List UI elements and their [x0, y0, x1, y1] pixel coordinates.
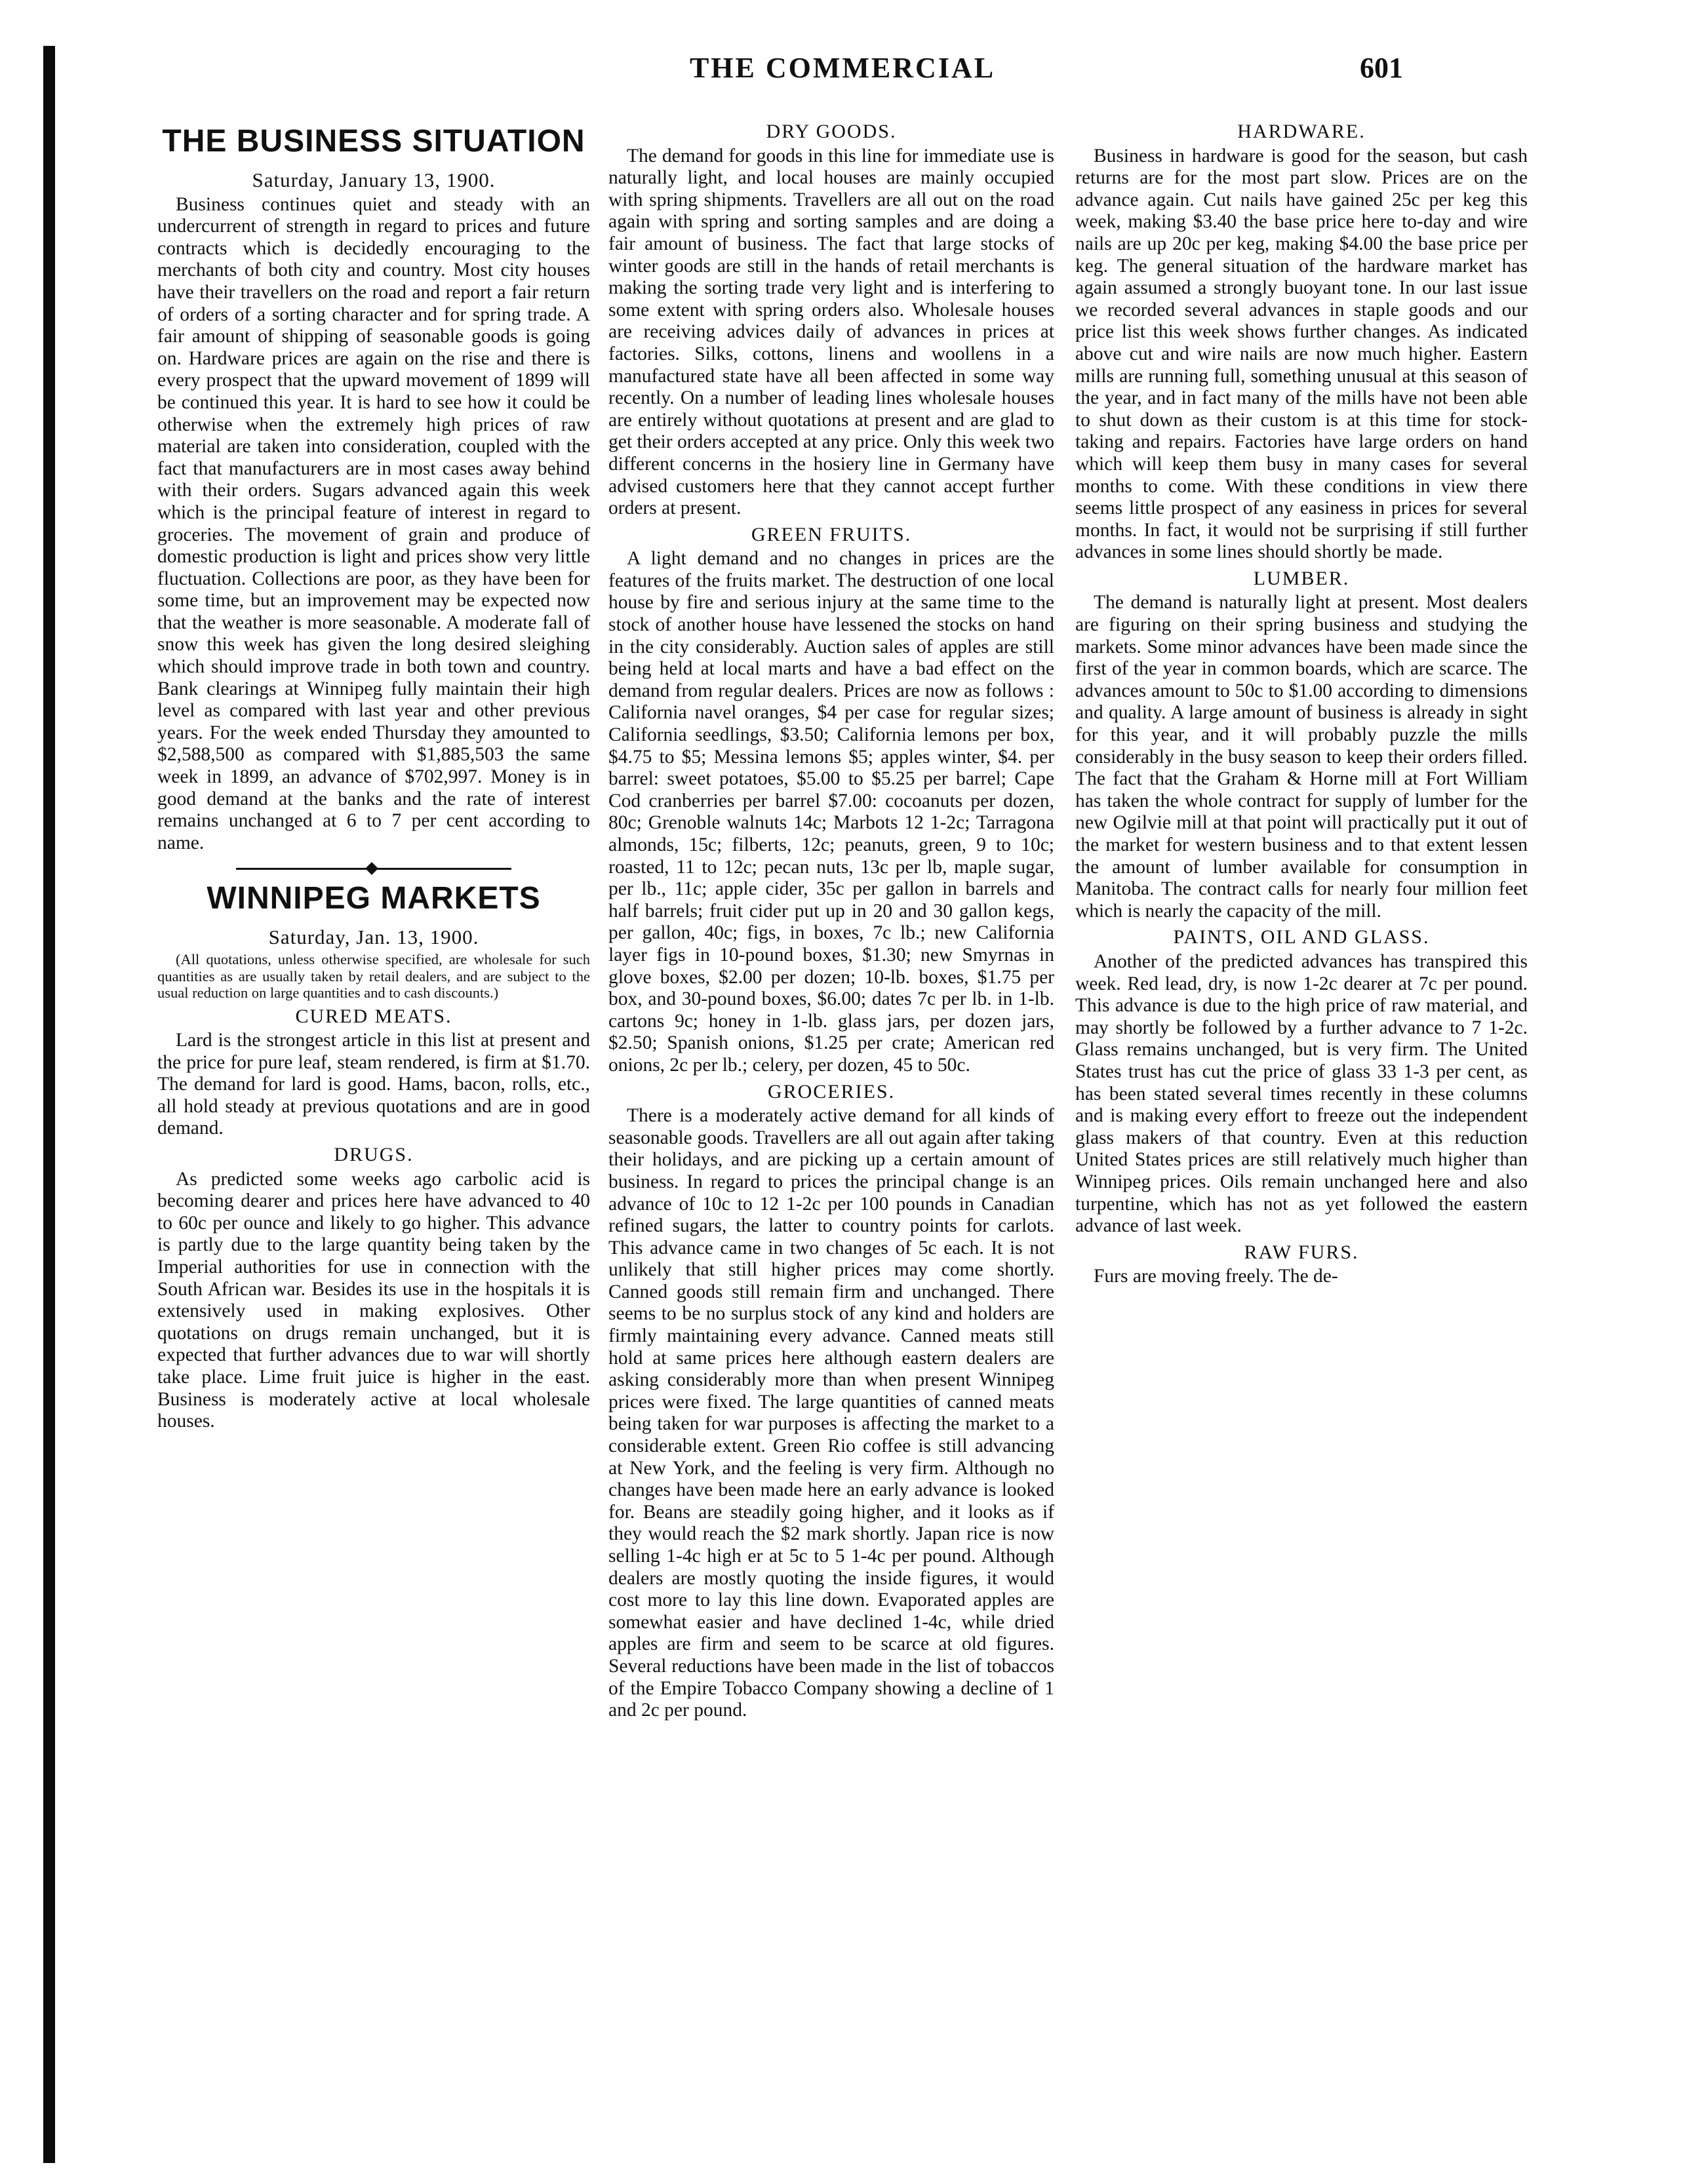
dry-goods-body: The demand for goods in this line for immediate use is naturally light, and local houses are mainly occupied with spring shipments. Travellers are all out on the road again with spring and sorting samples and are doing a fair amount of business. The fact that large stocks of winter goods are still in the hands of retail merchants is making the sorting trade very light and is interfering to some extent with spring orders also. Wholesale houses are receiving advices daily of advances in prices at factories. Silks, cottons, linens and woollens in a manufactured state have all been affected in some way recently. On a number of leading lines wholesale houses are entirely without quotations at present and are glad to get their orders accepted at any price. Only this week two different concerns in the hosiery line in Germany have advised customers here that they cannot accept further orders at present.: [608, 145, 1054, 519]
cured-meats-body: Lard is the strongest article in this list at present and the price for pure leaf, steam rendered, is firm at $1.70. The demand for lard is good. Hams, bacon, rolls, etc., all hold steady at previous quotations and are in good demand.: [157, 1030, 590, 1139]
lumber-body: The demand is naturally light at present. Most dealers are figuring on their spring business and studying the markets. Some minor advances have been made since the first of the year in common boards, which are scarce. The advances amount to 50c to $1.00 according to dimensions and quality. A large amount of business is already in sight for this year, and it will probably puzzle the mills considerably in the busy season to keep their orders filled. The fact that the Graham & Horne mill at Fort William has taken the whole contract for supply of lumber for the new Ogilvie mill at that point will practically put it out of the market for western business and to that extent lessen the amount of lumber available for consumption in Manitoba. The contract calls for nearly four million feet which is nearly the capacity of the mill.: [1075, 592, 1528, 922]
hardware-body: Business in hardware is good for the season, but cash returns are for the most part slow. Prices are on the advance again. Cut nails have gained 25c per keg this week, making $3.40 the base price here to-day and wire nails are up 20c per keg, making $4.00 the base price per keg. The general situation of the hardware market has again assumed a strongly buoyant tone. In our last issue we recorded several advances in staple goods and our price list this week shows further changes. As indicated above cut and wire nails are now much higher. Eastern mills are running full, something unusual at this season of the year, and in fact many of the mills have not been able to shut down as their custom is at this time for stock-taking and repairs. Factories have large orders on hand which will keep them busy in many cases for several months to come. With these conditions in view there seems little prospect of any easiness in prices for several months. In fact, it would not be surprising if still further advances in some lines should shortly be made.: [1075, 145, 1528, 563]
business-body: Business continues quiet and steady with an undercurrent of strength in regard to prices and future contracts which is decidedly encouraging to the merchants of both city and country. Most city houses have their travellers on the road and report a fair return of orders of a sorting character and for spring trade. A fair amount of shipping of seasonable goods is going on. Hardware prices are again on the rise and there is every prospect that the upward movement of 1899 will be continued this year. It is hard to see how it could be otherwise when the extremely high prices of raw material are taken into consideration, coupled with the fact that manufacturers are in most cases away behind with their orders. Sugars advanced again this week which is the principal feature of interest in regard to groceries. The movement of grain and produce of domestic production is light and prices show very little fluctuation. Collections are poor, as they have been for some time, but an improvement may be expected now that the weather is more seasonable. A moderate fall of snow this week has given the long desired sleighing which should improve trade in both town and country. Bank clearings at Winnipeg fully maintain their high level as compared with last year and other previous years. For the week ended Thursday they amounted to $2,588,500 as compared with $1,885,503 the same week in 1899, an advance of $702,997. Money is in good demand at the banks and the rate of interest remains unchanged at 6 to 7 per cent according to name.: [157, 193, 590, 853]
green-fruits-heading: GREEN FRUITS.: [751, 523, 912, 545]
business-dateline: Saturday, January 13, 1900.: [252, 168, 496, 191]
groceries-heading: GROCERIES.: [767, 1080, 896, 1102]
column-2: [608, 117, 1054, 2155]
hardware-heading: HARDWARE.: [1237, 121, 1366, 142]
winnipeg-markets-heading: WINNIPEG MARKETS: [207, 881, 541, 916]
groceries-body: There is a moderately active demand for all kinds of seasonable goods. Travellers are all out again after taking their holidays, and are picking up a certain amount of business. In regard to prices the principal change is an advance of 10c to 12 1-2c per 100 pounds in Canadian refined sugars, the latter to country points for carlots. This advance came in two changes of 5c each. It is not unlikely that still higher prices may come shortly. Canned goods still remain firm and unchanged. There seems to be no surplus stock of any kind and holders are firmly maintaining every advance. Canned meats still hold at same prices here although eastern dealers are asking considerably more than when present Winnipeg prices were fixed. The large quantities of canned meats being taken for war purposes is affecting the market to a considerable extent. Green Rio coffee is still advancing at New York, and the feeling is very firm. Although no changes have been made here an early advance is looked for. Beans are steadily going higher, and it looks as if they would reach the $2 mark shortly. Japan rice is now selling 1-4c high er at 5c to 5 1-4c per pound. Although dealers are mostly quoting the inside figures, it would cost more to lay this line down. Evaporated apples are somewhat easier and have declined 1-4c, while dried apples are firm and seem to be scarce at old figures. Several reductions have been made in the list of tobaccos of the Empire Tobacco Company showing a decline of 1 and 2c per pound.: [608, 1105, 1054, 1721]
column-3: [1075, 117, 1528, 2155]
running-head: [0, 51, 1685, 97]
drugs-heading: DRUGS.: [334, 1144, 414, 1166]
divider-ornament: [365, 863, 378, 876]
paints-oil-glass-heading: PAINTS, OIL AND GLASS.: [1173, 926, 1430, 948]
paints-oil-glass-body: Another of the predicted advances has transpired this week. Red lead, dry, is now 1-2c dearer at 7c per pound. This advance is due to the high price of raw material, and may shortly be followed by a further advance to 7 1-2c. Glass remains unchanged, but is very firm. The United States trust has cut the price of glass 33 1-3 per cent, as has been stated several times recently in these columns and is making every effort to freeze out the independent glass makers of that country. Even at this reduction United States prices are still relatively much higher than Winnipeg prices. Oils remain unchanged here and also turpentine, which has not as yet followed the eastern advance of last week.: [1075, 950, 1528, 1237]
page-number: 601: [1360, 52, 1403, 84]
column-1: [157, 117, 590, 2155]
lumber-heading: LUMBER.: [1253, 567, 1350, 589]
raw-furs-body: Furs are moving freely. The de-: [1094, 1266, 1338, 1287]
cured-meats-heading: CURED MEATS.: [295, 1005, 452, 1027]
drugs-body: As predicted some weeks ago carbolic acid is becoming dearer and prices here have advanced to 40 to 60c per ounce and likely to go higher. This advance is partly due to the large quantity being taken by the Imperial authorities for use in connection with the South African war. Besides its use in the hospitals it is extensively used in making explosives. Other quotations on drugs remain unchanged, but it is expected that further advances due to war will shortly take place. Lime fruit juice is higher in the east. Business is moderately active at local wholesale houses.: [157, 1168, 590, 1432]
green-fruits-body: A light demand and no changes in prices are the features of the fruits market. The destruction of one local house by fire and serious injury at the same time to the stock of another house have lessened the stocks on hand in the city considerably. Auction sales of apples are still being held at local marts and have a bad effect on the demand from regular dealers. Prices are now as follows : California navel oranges, $4 per case for regular sizes; California seedlings, $3.50; California lemons per box, $4.75 to $5; Messina lemons $5; apples winter, $4. per barrel: sweet potatoes, $5.00 to $5.25 per barrel; Cape Cod cranberries per barrel $7.00: cocoanuts per dozen, 80c; Grenoble walnuts 14c; Marbots 12 1-2c; Tarragona almonds, 15c; filberts, 12c; peanuts, green, 9 to 10c; roasted, 11 to 12c; pecan nuts, 13c per lb, maple sugar, per lb., 11c; apple cider, 35c per gallon in barrels and half barrels; fruit cider put up in 20 and 30 gallon kegs, per gallon, 40c; figs, in boxes, 7c lb.; new California layer figs in 10-pound boxes, $1.30; new Smyrnas in glove boxes, $2.00 per dozen; 10-lb. boxes, $1.75 per box, and 30-pound boxes, $6.00; dates 7c per lb. in 1-lb. cartons 9c; honey in 1-lb. glass jars, per dozen jars, $2.50; Spanish onions, $1.25 per crate; American red onions, 2c per lb.; celery, per dozen, 45 to 50c.: [608, 548, 1054, 1076]
quotations-note: (All quotations, unless otherwise specified, are wholesale for such quantities as are usually taken by retail dealers, and are subject to the usual reduction on large quantities and to cash discounts.): [157, 951, 590, 1001]
business-situation-heading: THE BUSINESS SITUATION: [162, 124, 585, 159]
raw-furs-heading: RAW FURS.: [1244, 1241, 1359, 1263]
dry-goods-heading: DRY GOODS.: [766, 121, 897, 142]
markets-dateline: Saturday, Jan. 13, 1900.: [268, 926, 479, 949]
section-divider: [236, 863, 511, 874]
page-margin-rule: [43, 46, 55, 2163]
running-title: THE COMMERCIAL: [689, 52, 996, 84]
